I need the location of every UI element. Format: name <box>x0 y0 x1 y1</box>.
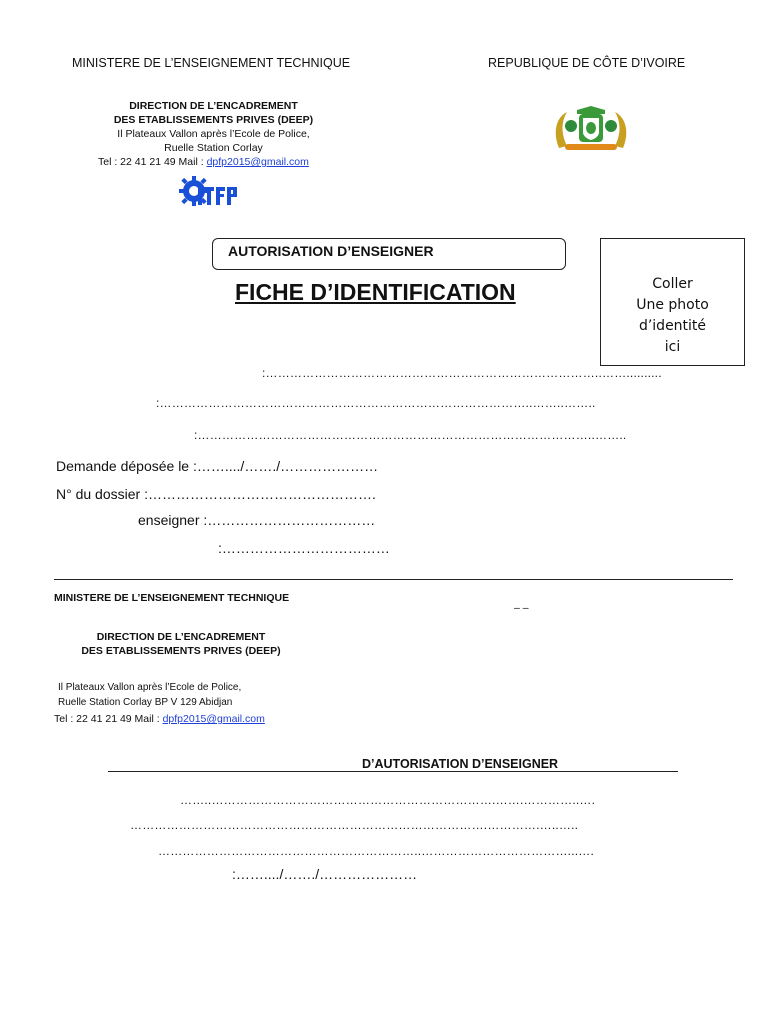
photo-line-1: Coller <box>652 276 693 292</box>
receipt-direction-line1: DIRECTION DE L’ENCADREMENT <box>96 631 266 643</box>
receipt-title-underline <box>108 771 678 772</box>
receipt-email-link[interactable]: dpfp2015@gmail.com <box>162 713 265 725</box>
tel-text: Tel : 22 41 21 49 Mail : <box>98 156 207 168</box>
dossier-field[interactable]: N° du dossier :…………………………………………. <box>56 486 376 502</box>
photo-line-3: d’identité <box>638 318 707 334</box>
direction-line2: DES ETABLISSEMENTS PRIVES (DEEP) <box>113 114 314 126</box>
last-field[interactable]: :……………………………… <box>218 540 390 556</box>
receipt-address-line2: Ruelle Station Corlay BP V 129 Abidjan <box>58 697 233 708</box>
receipt-direction-line2: DES ETABLISSEMENTS PRIVES (DEEP) <box>81 645 281 657</box>
receipt-tel-text: Tel : 22 41 21 49 Mail : <box>54 713 163 725</box>
direction-line1: DIRECTION DE L’ENCADREMENT <box>129 100 298 112</box>
gear-logo-icon <box>178 175 248 209</box>
receipt-ministry: MINISTERE DE L’ENSEIGNEMENT TECHNIQUE <box>54 592 290 604</box>
demande-field[interactable]: Demande déposée le :……..../……./………………… <box>56 458 379 474</box>
cote-divoire-emblem-icon <box>549 104 633 154</box>
form-field-1[interactable]: :………………………………………………………………………..…….......... <box>262 366 662 380</box>
photo-instructions <box>600 274 745 358</box>
address-line1: Il Plateaux Vallon après l’Ecole de Police, <box>117 128 310 140</box>
receipt-field-2[interactable]: …………………………………………………………………………….………….…..….. <box>130 818 579 832</box>
form-field-3[interactable]: :……………………………………………………………………………………..…….. <box>194 428 627 442</box>
enseigner-field[interactable]: enseigner :……………………………… <box>138 512 376 528</box>
receipt-dashes: – – <box>514 602 529 614</box>
republic-header: REPUBLIQUE DE CÔTE D’IVOIRE <box>488 56 686 70</box>
email-link[interactable]: dpfp2015@gmail.com <box>206 156 309 168</box>
contact-line <box>98 156 309 168</box>
page-title: FICHE D’IDENTIFICATION <box>235 279 516 305</box>
receipt-title: D’AUTORISATION D’ENSEIGNER <box>362 757 559 771</box>
receipt-field-3[interactable]: ………………………………………………………..………………………………...…. <box>158 844 595 858</box>
receipt-address-line1: Il Plateaux Vallon après l’Ecole de Police, <box>58 682 242 693</box>
receipt-field-1[interactable]: ……..…………………………………………………………….…….…………..…. <box>180 793 596 807</box>
receipt-date-field[interactable]: :……..../……./………………… <box>232 866 418 882</box>
receipt-contact-line <box>54 713 265 725</box>
form-field-2[interactable]: :………………………………………………………………………………..……..…….. <box>156 396 596 410</box>
photo-line-2: Une photo <box>636 297 709 313</box>
ministry-header: MINISTERE DE L’ENSEIGNEMENT TECHNIQUE <box>72 56 351 70</box>
autorisation-label: AUTORISATION D’ENSEIGNER <box>228 243 434 259</box>
photo-line-4: ici <box>664 339 681 355</box>
separator-line <box>54 579 733 580</box>
address-line2: Ruelle Station Corlay <box>164 142 263 154</box>
